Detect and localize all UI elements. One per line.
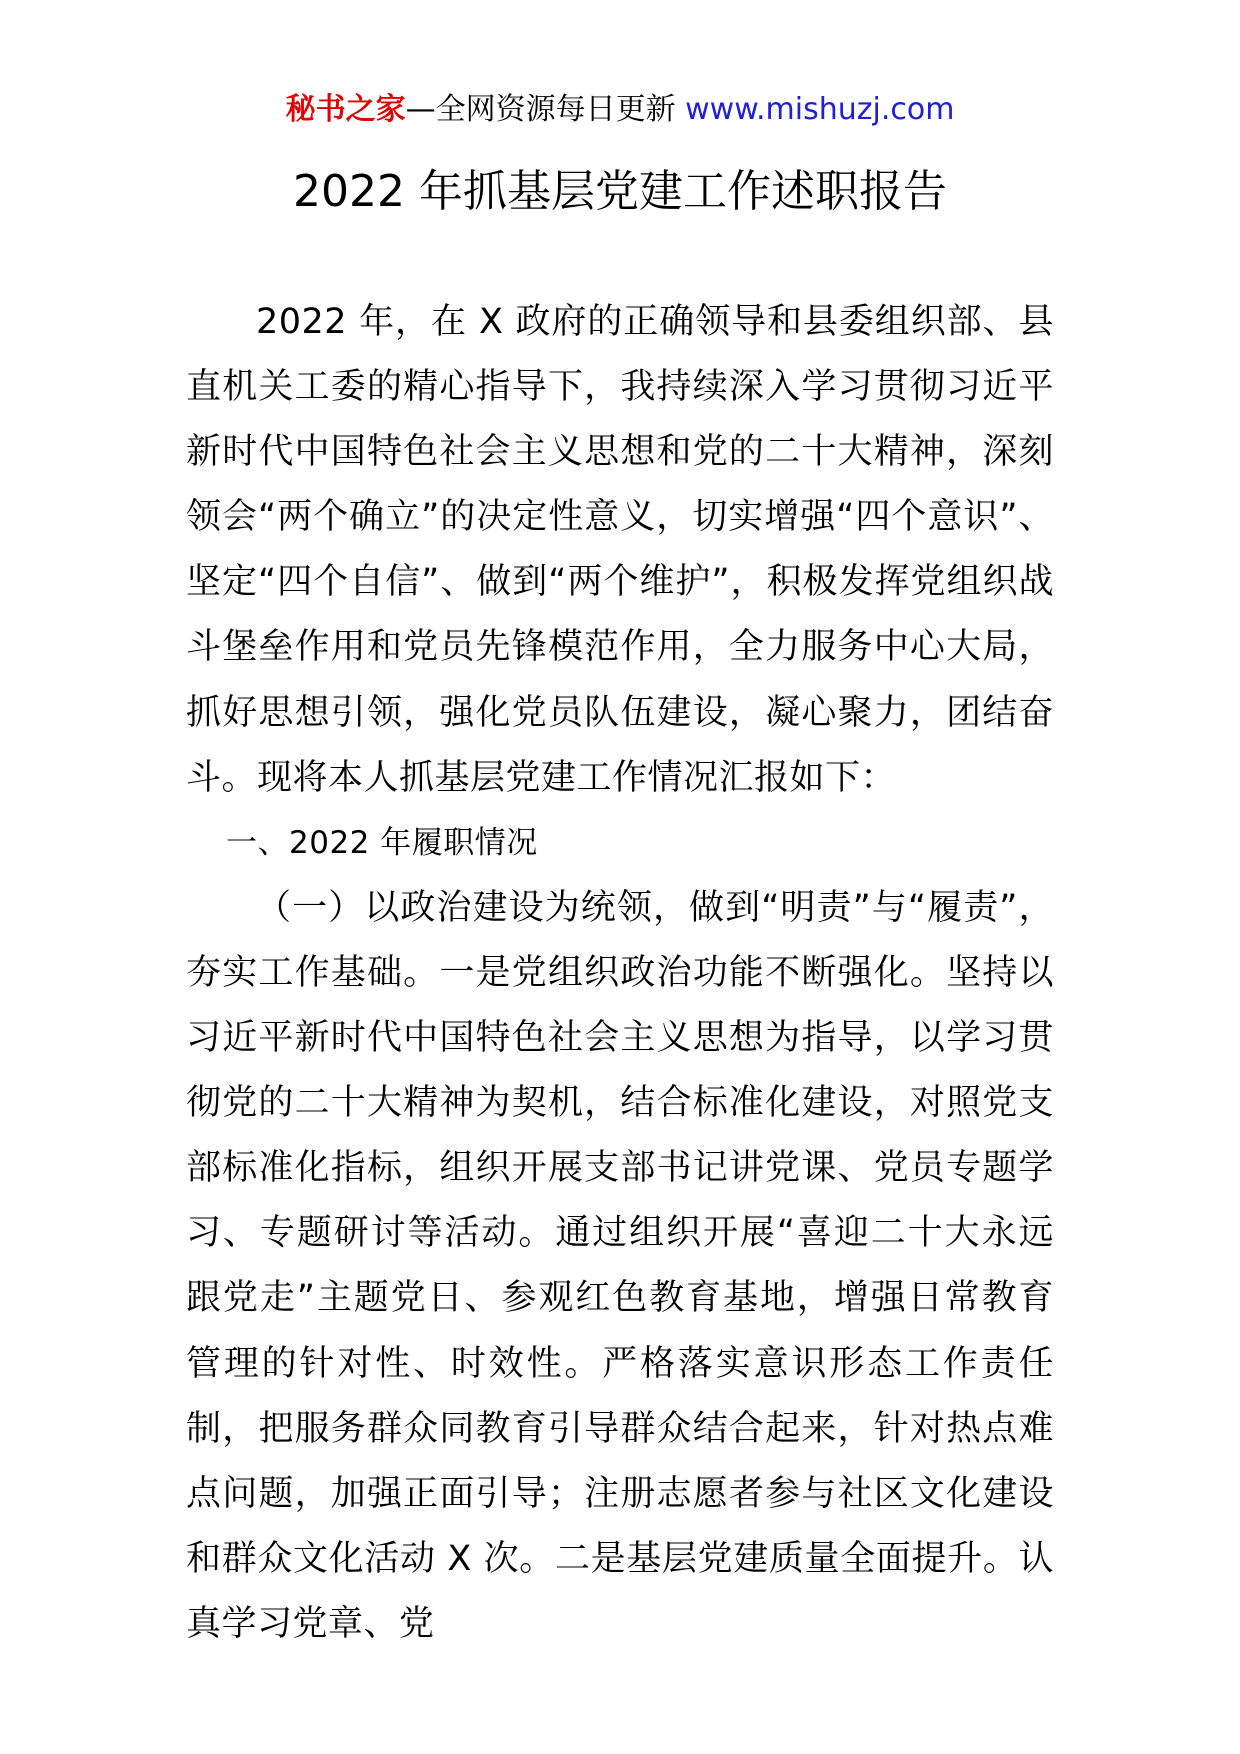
intro-paragraph: 2022 年，在 X 政府的正确领导和县委组织部、县直机关工委的精心指导下，我持续深入学习贯彻习近平新时代中国特色社会主义思想和党的二十大精神，深刻领会“两个确立”的决定性意义，切实增强“四个意识”、坚定“四个自信”、做到“两个维护”，积极发挥党组织战斗堡垒作用和党员先锋模范作用，全力服务中心大局，抓好思想引领，强化党员队伍建设，凝心聚力，团结奋斗。现将本人抓基层党建工作情况汇报如下： xyxy=(186,302,1054,798)
site-header xyxy=(0,88,1240,132)
section-heading: 一、2022 年履职情况 xyxy=(226,824,538,861)
document-body xyxy=(186,290,1054,1657)
body-paragraph: （一）以政治建设为统领，做到“明责”与“履责”，夯实工作基础。一是党组织政治功能不断强化。坚持以习近平新时代中国特色社会主义思想为指导，以学习贯彻党的二十大精神为契机，结合标准化建设，对照党支部标准化指标，组织开展支部书记讲党课、党员专题学习、专题研讨等活动。通过组织开展“喜迎二十大永远跟党走”主题党日、参观红色教育基地，增强日常教育管理的针对性、时效性。严格落实意识形态工作责任制，把服务群众同教育引导群众结合起来，针对热点难点问题，加强正面引导；注册志愿者参与社区文化建设和群众文化活动 X 次。二是基层党建质量全面提升。认真学习党章、党 xyxy=(186,887,1054,1644)
site-brand: 秘书之家 xyxy=(285,92,406,127)
site-url-link[interactable]: www.mishuzj.com xyxy=(685,92,955,127)
document-title: 2022 年抓基层党建工作述职报告 xyxy=(293,166,947,217)
site-tagline: —全网资源每日更新 xyxy=(405,92,686,127)
